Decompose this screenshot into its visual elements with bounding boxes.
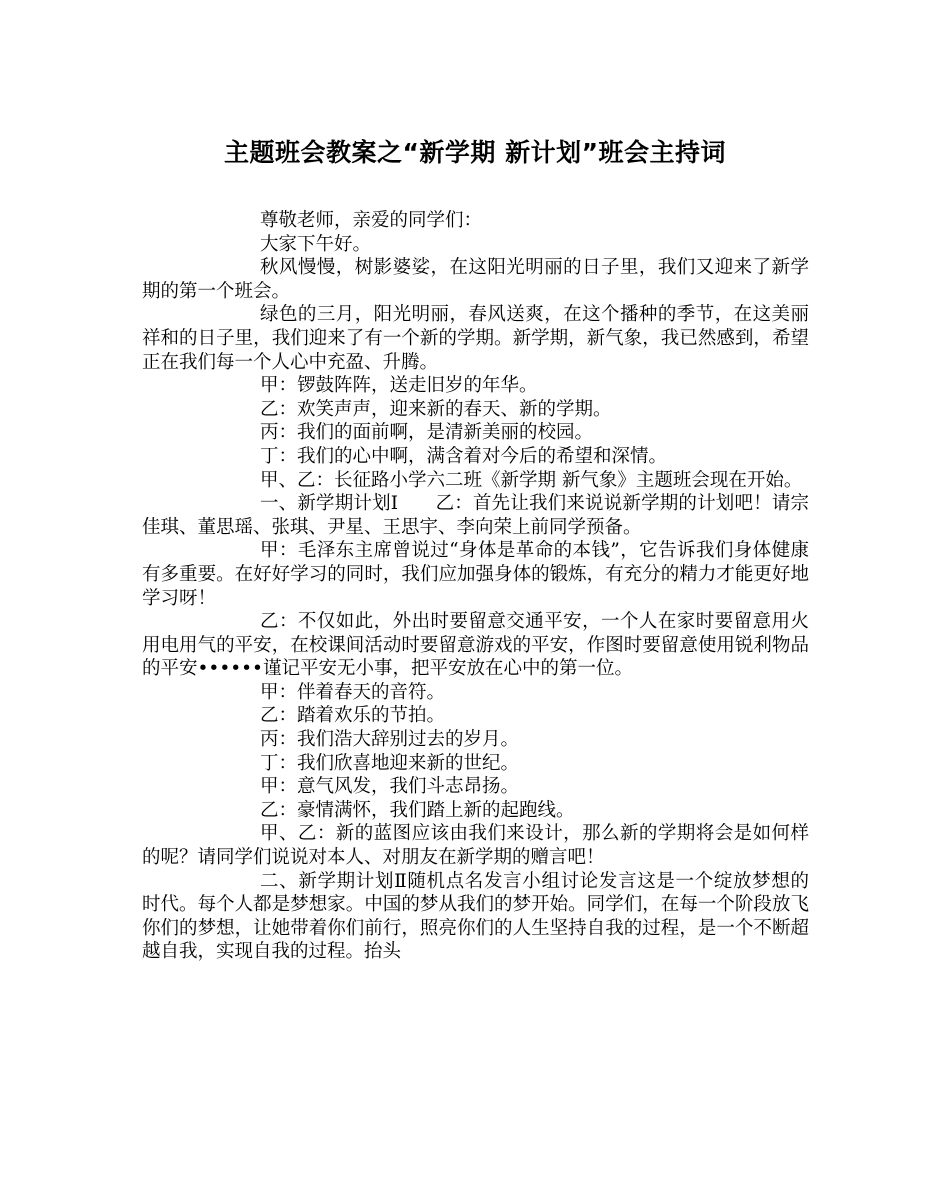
paragraph: 一、新学期计划Ⅰ 乙：首先让我们来说说新学期的计划吧！请宗佳琪、董思瑶、张琪、尹星、王思宇、李向荣上前同学预备。	[142, 493, 809, 538]
paragraph: 乙：踏着欢乐的节拍。	[260, 705, 446, 727]
paragraph: 甲：伴着春天的音符。	[260, 681, 446, 703]
paragraph: 甲：毛泽东主席曾说过“身体是革命的本钱”，它告诉我们身体健康有多重要。在好好学习的同时，我们应加强身体的锻炼，有充分的精力才能更好地学习呀！	[142, 540, 809, 609]
paragraph: 甲：锣鼓阵阵，送走旧岁的年华。	[260, 375, 538, 397]
document-title: 主题班会教案之“新学期 新计划”班会主持词	[223, 138, 727, 167]
paragraph: 甲、乙：长征路小学六二班《新学期 新气象》主题班会现在开始。	[260, 469, 803, 491]
paragraph: 丁：我们的心中啊，满含着对今后的希望和深情。	[260, 445, 668, 467]
paragraph: 丙：我们的面前啊，是清新美丽的校园。	[260, 422, 594, 444]
paragraph: 乙：不仅如此，外出时要留意交通平安，一个人在家时要留意用火用电用气的平安，在校课间活动时要留意游戏的平安，作图时要留意使用锐利物品的平安••••••谨记平安无小事，把平安放在心中的第一位。	[142, 611, 809, 680]
paragraph: 丙：我们浩大辞别过去的岁月。	[260, 729, 520, 751]
paragraph: 甲：意气风发，我们斗志昂扬。	[260, 776, 520, 798]
paragraph: 乙：欢笑声声，迎来新的春天、新的学期。	[260, 398, 612, 420]
paragraph: 二、新学期计划Ⅱ随机点名发言小组讨论发言这是一个绽放梦想的时代。每个人都是梦想家。中国的梦从我们的梦开始。同学们，在每一个阶段放飞你们的梦想，让她带着你们前行，照亮你们的人生坚持自我的过程，是一个不断超越自我，实现自我的过程。抬头	[142, 870, 809, 963]
paragraph-greeting: 尊敬老师，亲爱的同学们：	[260, 210, 483, 231]
paragraph: 绿色的三月，阳光明丽，春风送爽，在这个播种的季节，在这美丽祥和的日子里，我们迎来了有一个新的学期。新学期，新气象，我已然感到，希望正在我们每一个人心中充盈、升腾。	[142, 304, 809, 373]
document-body	[142, 209, 809, 964]
paragraph: 甲、乙：新的蓝图应该由我们来设计，那么新的学期将会是如何样的呢？请同学们说说对本人、对朋友在新学期的赠言吧！	[142, 823, 809, 869]
paragraph: 丁：我们欣喜地迎来新的世纪。	[260, 752, 520, 774]
paragraph: 大家下午好。	[260, 233, 372, 255]
paragraph: 秋风慢慢，树影婆娑，在这阳光明丽的日子里，我们又迎来了新学期的第一个班会。	[142, 257, 809, 302]
paragraph: 乙：豪情满怀，我们踏上新的起跑线。	[260, 799, 575, 821]
